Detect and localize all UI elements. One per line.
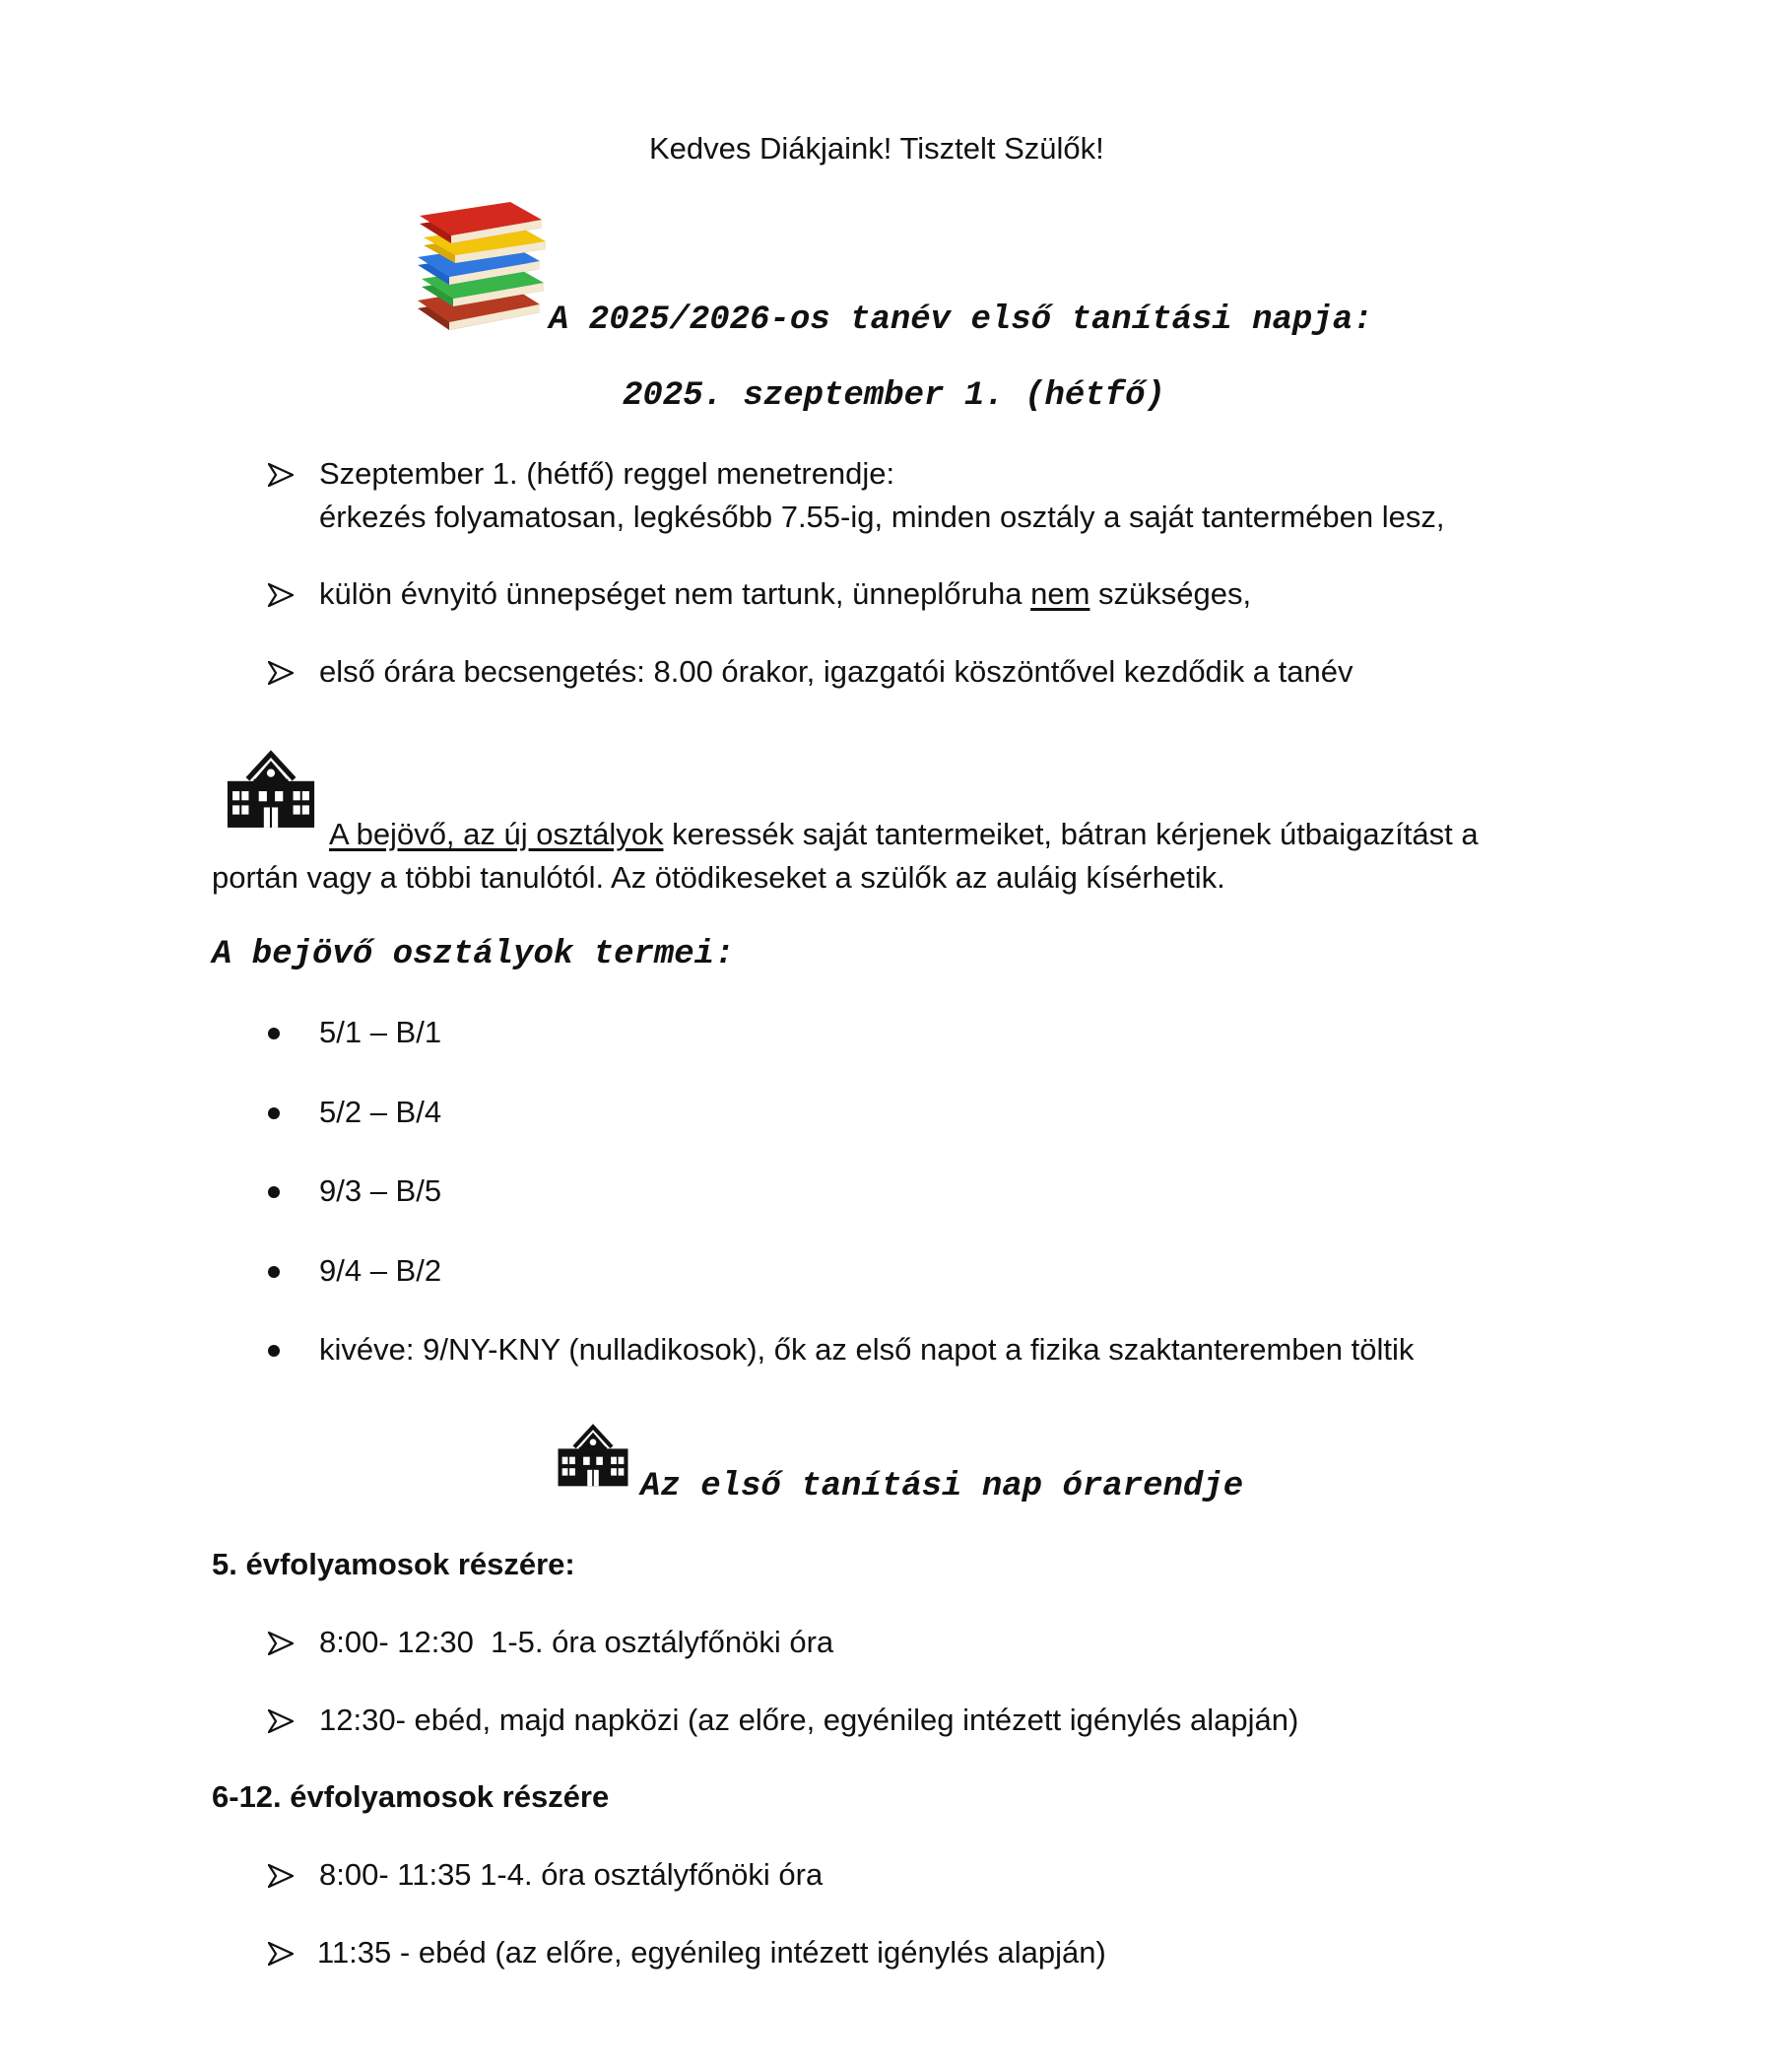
room-item-1: 5/1 – B/1 xyxy=(319,1015,442,1049)
arrow-bullet-icon xyxy=(268,583,294,607)
schedule-heading: Az első tanítási nap órarendje xyxy=(640,1468,1244,1505)
intro-item-2-underlined: nem xyxy=(1030,576,1090,611)
greeting: Kedves Diákjaink! Tisztelt Szülők! xyxy=(649,131,1104,166)
bullet-dot xyxy=(268,1186,280,1198)
rooms-heading: A bejövő osztályok termei: xyxy=(212,936,735,973)
grade5-item-2: 12:30- ebéd, majd napközi (az előre, egyénileg intézett igénylés alapján) xyxy=(319,1703,1299,1737)
room-item-2: 5/2 – B/4 xyxy=(319,1095,442,1129)
intro-item-2 xyxy=(319,576,1251,612)
school-building-icon xyxy=(225,749,317,830)
arrow-bullet-icon xyxy=(268,463,294,487)
intro-item-2-text: külön évnyitó ünnepséget nem tartunk, ünneplőruha xyxy=(319,576,1031,611)
arrow-bullet-icon xyxy=(268,1942,294,1966)
grade6-12-item-2: 11:35 - ebéd (az előre, egyénileg intézett igénylés alapján) xyxy=(317,1935,1106,1970)
room-item-4: 9/4 – B/2 xyxy=(319,1253,442,1288)
bullet-dot xyxy=(268,1345,280,1357)
grade6-12-heading: 6-12. évfolyamosok részére xyxy=(212,1779,610,1814)
grade5-item-1: 8:00- 12:30 1-5. óra osztályfőnöki óra xyxy=(319,1625,834,1659)
intro-item-1-line1: Szeptember 1. (hétfő) reggel menetrendje: xyxy=(319,456,895,491)
new-classes-rest: keressék saját tantermeiket, bátran kérjenek útbaigazítást a xyxy=(663,817,1479,851)
school-building-icon xyxy=(556,1423,630,1488)
new-classes-line2: portán vagy a többi tanulótól. Az ötödikeseket a szülők az auláig kísérhetik. xyxy=(212,860,1225,895)
new-classes-line1 xyxy=(329,817,1479,852)
bullet-dot xyxy=(268,1028,280,1039)
headline-line2: 2025. szeptember 1. (hétfő) xyxy=(623,377,1165,415)
bullet-dot xyxy=(268,1266,280,1278)
room-item-5: kivéve: 9/NY-KNY (nulladikosok), ők az első napot a fizika szaktanteremben töltik xyxy=(319,1332,1415,1367)
grade6-12-item-1: 8:00- 11:35 1-4. óra osztályfőnöki óra xyxy=(319,1857,824,1892)
grade5-heading: 5. évfolyamosok részére: xyxy=(212,1547,575,1581)
arrow-bullet-icon xyxy=(268,661,294,685)
arrow-bullet-icon xyxy=(268,1632,294,1655)
bullet-dot xyxy=(268,1107,280,1119)
intro-item-2-after: szükséges, xyxy=(1089,576,1252,611)
room-item-3: 9/3 – B/5 xyxy=(319,1173,442,1208)
headline-line1: A 2025/2026-os tanév első tanítási napja: xyxy=(549,301,1373,339)
stack-of-books-icon xyxy=(414,202,552,335)
new-classes-underlined: A bejövő, az új osztályok xyxy=(329,817,664,851)
arrow-bullet-icon xyxy=(268,1709,294,1733)
intro-item-3: első órára becsengetés: 8.00 órakor, igazgatói köszöntővel kezdődik a tanév xyxy=(319,654,1353,689)
intro-item-1-line2: érkezés folyamatosan, legkésőbb 7.55-ig, minden osztály a saját tantermében lesz, xyxy=(319,500,1445,534)
arrow-bullet-icon xyxy=(268,1864,294,1888)
